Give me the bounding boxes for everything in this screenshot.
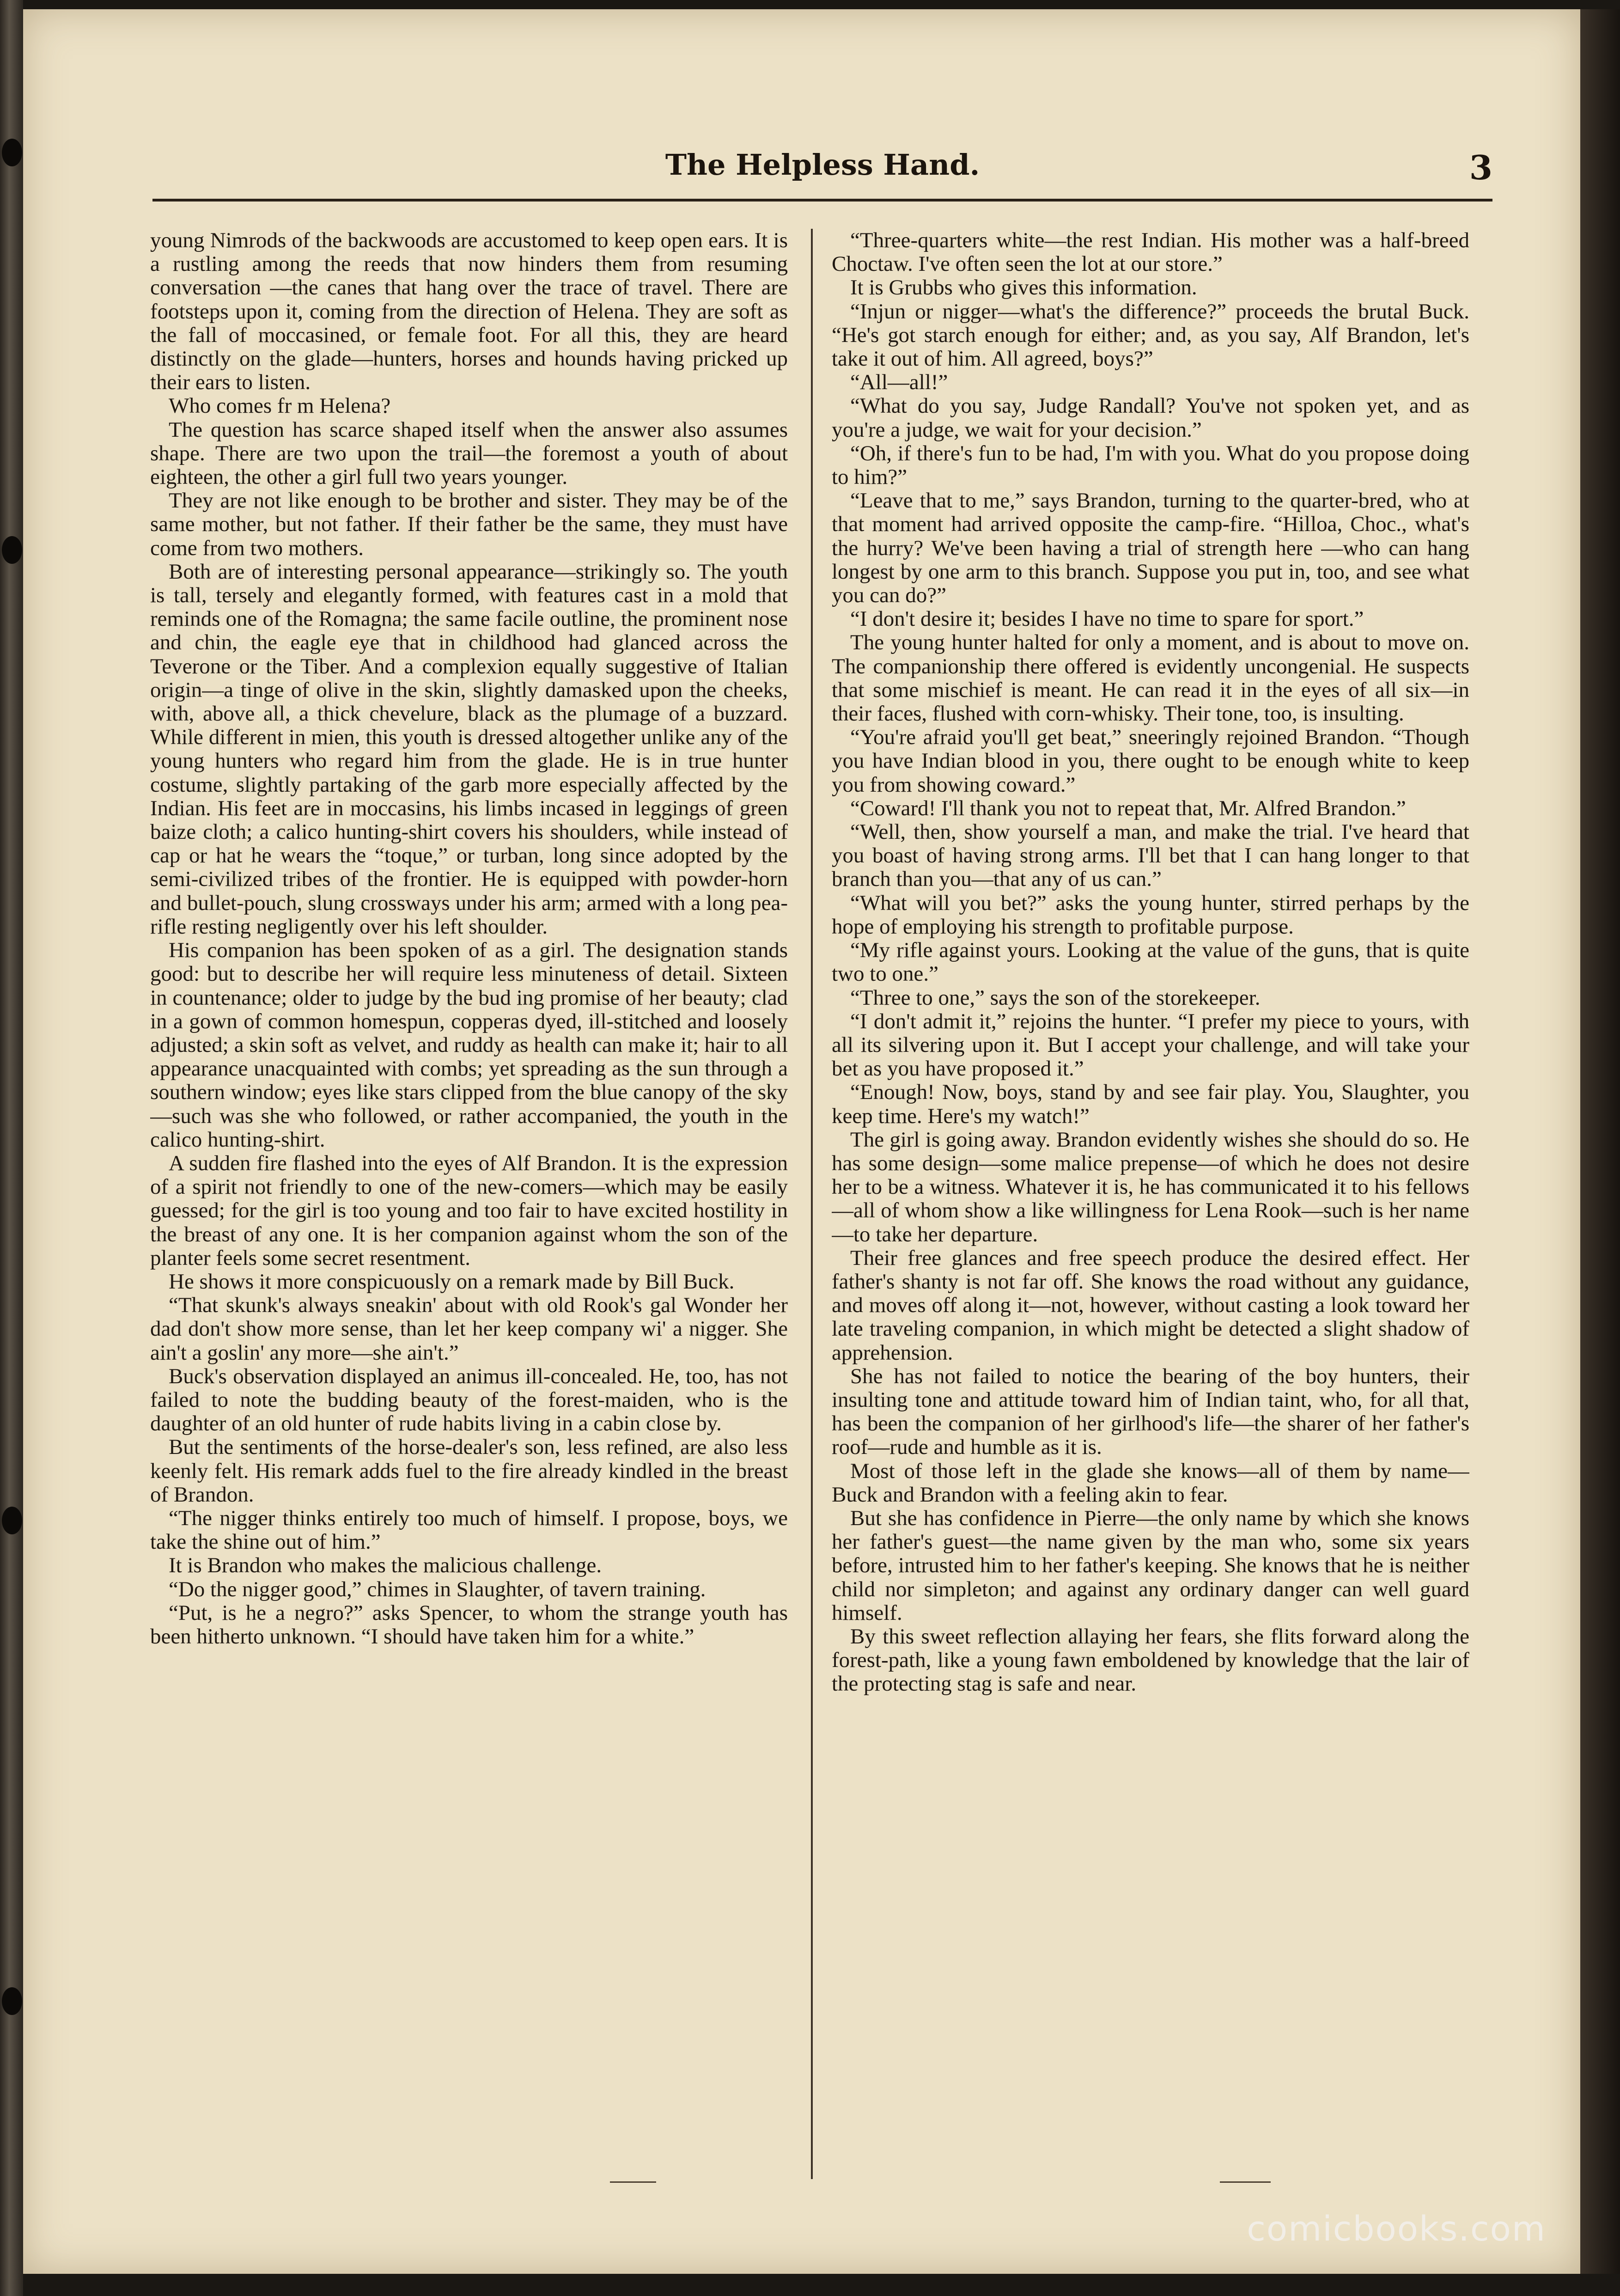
site-watermark: comicbooks.com: [1247, 2209, 1546, 2249]
paragraph: It is Brandon who makes the malicious challenge.: [169, 1553, 602, 1578]
paragraph: Both are of interesting personal appearance—strikingly so. The youth is tall, tersely and elegantly formed, with features cast in a mold that reminds one of the Romagna; the same facile outline, the prominent nose and chin, the eagle eye that in childhood had glanced across the Teverone or the Tiber. And a complexion equally suggestive of Italian origin—a tinge of olive in the skin, slightly damasked upon the cheeks, with, above all, a thick chevelure, black as the plumage of a buzzard. While different in mien, this youth is dressed altogether unlike any of the young hunters who regard him from the glade. He is in true hunter costume, slightly partaking of the garb more especially affected by the Indian. His feet are in moccasins, his limbs incased in leggings of green baize cloth; a calico hunting-shirt covers his shoulders, while instead of cap or hat he wears the “toque,” or turban, long since adopted by the semi-civilized tribes of the frontier. He is equipped with powder-horn and bullet-pouch, slung crossways under his arm; armed with a long pea-rifle resting negligently over his left shoulder.: [150, 559, 788, 939]
paragraph: “Three-quarters white—the rest Indian. His mother was a half-breed Choctaw. I've often seen the lot at our store.”: [832, 229, 1469, 276]
binding-stitch: [2, 1987, 22, 2015]
paragraph: “I don't admit it,” rejoins the hunter. “I prefer my piece to yours, with all its silvering upon it. But I accept your challenge, and will take your bet as you have proposed it.”: [832, 1009, 1469, 1081]
paragraph: She has not failed to notice the bearing of the boy hunters, their insulting tone and attitude toward him of Indian taint, who, for all that, has been the companion of her girlhood's life—the sharer of her father's roof—rude and humble as it is.: [832, 1364, 1469, 1459]
column-divider: [811, 229, 813, 2179]
paragraph: A sudden fire flashed into the eyes of Alf Brandon. It is the expression of a spirit not friendly to one of the new-comers—which may be easily guessed; for the girl is too young and too fair to have excited hostility in the breast of any one. It is her companion against whom the son of the planter feels some secret resentment.: [150, 1151, 788, 1270]
paragraph: Who comes fr m Helena?: [169, 394, 391, 418]
left-column: [150, 229, 788, 2179]
page-edge-shadow: [1580, 9, 1620, 2274]
paragraph: The question has scarce shaped itself when the answer also assumes shape. There are two upon the trail—the foremost a youth of about eighteen, the other a girl full two years younger.: [150, 417, 788, 489]
paragraph: Buck's observation displayed an animus ill-concealed. He, too, has not failed to note the budding beauty of the forest-maiden, who is the daughter of an old hunter of rude habits living in a cabin close by.: [150, 1364, 788, 1436]
right-column: [832, 229, 1469, 2179]
column-end-mark: [1220, 2181, 1271, 2183]
column-end-mark: [610, 2181, 656, 2183]
paragraph: “I don't desire it; besides I have no time to spare for sport.”: [850, 607, 1364, 631]
binding-stitch: [2, 139, 22, 166]
book-binding: [0, 0, 23, 2296]
paragraph: “You're afraid you'll get beat,” sneeringly rejoined Brandon. “Though you have Indian blood in you, there ought to be enough white to keep you from showing coward.”: [832, 725, 1469, 797]
paragraph: By this sweet reflection allaying her fears, she flits forward along the forest-path, like a young fawn emboldened by knowledge that the lair of the protecting stag is safe and near.: [832, 1624, 1469, 1696]
paragraph: young Nimrods of the backwoods are accustomed to keep open ears. It is a rustling among the reeds that now hinders them from resuming conversation —the canes that hang over the trace of travel. There are footsteps upon it, coming from the direction of Helena. They are soft as the fall of moccasined, or female foot. For all this, they are heard distinctly on the glade—hunters, horses and hounds having pricked up their ears to listen.: [150, 229, 788, 395]
page-number: 3: [1469, 148, 1492, 187]
paragraph: “Three to one,” says the son of the storekeeper.: [850, 985, 1261, 1010]
binding-stitch: [2, 1507, 22, 1534]
paragraph: Their free glances and free speech produce the desired effect. Her father's shanty is not far off. She knows the road without any guidance, and moves off along it—not, however, without casting a look toward her late traveling companion, in which might be detected a slight shadow of apprehension.: [832, 1246, 1469, 1365]
paragraph: “Put, is he a negro?” asks Spencer, to whom the strange youth has been hitherto unknown. “I should have taken him for a white.”: [150, 1600, 788, 1649]
paragraph: “All—all!”: [850, 370, 948, 395]
paragraph: “Enough! Now, boys, stand by and see fair play. You, Slaughter, you keep time. Here's my watch!”: [832, 1080, 1469, 1128]
paragraph: “Well, then, show yourself a man, and make the trial. I've heard that you boast of having strong arms. I'll bet that I can hang longer to that branch than you—that any of us can.”: [832, 820, 1469, 892]
paragraph: “Oh, if there's fun to be had, I'm with you. What do you propose doing to him?”: [832, 441, 1469, 489]
binding-stitch: [2, 536, 22, 564]
page-header: [152, 148, 1492, 199]
paragraph: The girl is going away. Brandon evidently wishes she should do so. He has some design—some malice prepense—of which he does not desire her to be a witness. Whatever it is, he has communicated it to his fellows—all of whom show a like willingness for Lena Rook—such is her name—to take her departure.: [832, 1127, 1469, 1246]
paragraph: “My rifle against yours. Looking at the value of the guns, that is quite two to one.”: [832, 938, 1469, 986]
paragraph: But she has confidence in Pierre—the only name by which she knows her father's guest—the name given by the man who, some six years before, intrusted him to her father's keeping. She knows that he is neither child nor simpleton; and against any ordinary danger can well guard himself.: [832, 1506, 1469, 1625]
header-rule: [152, 199, 1492, 202]
paragraph: They are not like enough to be brother and sister. They may be of the same mother, but not father. If their father be the same, they must have come from two mothers.: [150, 489, 788, 560]
paragraph: “Do the nigger good,” chimes in Slaughter, of tavern training.: [169, 1577, 706, 1601]
paragraph: “Coward! I'll thank you not to repeat that, Mr. Alfred Brandon.”: [850, 796, 1406, 820]
paragraph: “That skunk's always sneakin' about with old Rook's gal Wonder her dad don't show more sense, than let her keep company wi' a nigger. She ain't a goslin' any more—she ain't.”: [150, 1293, 788, 1365]
paragraph: It is Grubbs who gives this information.: [850, 275, 1197, 300]
running-title: The Helpless Hand.: [665, 148, 980, 182]
paragraph: Most of those left in the glade she knows—all of them by name—Buck and Brandon with a feeling akin to fear.: [832, 1459, 1469, 1507]
paragraph: But the sentiments of the horse-dealer's son, less refined, are also less keenly felt. His remark adds fuel to the fire already kindled in the breast of Brandon.: [150, 1435, 788, 1507]
paragraph: “Injun or nigger—what's the difference?” proceeds the brutal Buck. “He's got starch enough for either; and, as you say, Alf Brandon, let's take it out of him. All agreed, boys?”: [832, 299, 1469, 371]
paragraph: “What will you bet?” asks the young hunter, stirred perhaps by the hope of employing his strength to profitable purpose.: [832, 891, 1469, 939]
paragraph: The young hunter halted for only a moment, and is about to move on. The companionship there offered is evidently uncongenial. He suspects that some mischief is meant. He can read it in the eyes of all six—in their faces, flushed with corn-whisky. Their tone, too, is insulting.: [832, 630, 1469, 726]
paragraph: He shows it more conspicuously on a remark made by Bill Buck.: [169, 1269, 735, 1294]
paragraph: “Leave that to me,” says Brandon, turning to the quarter-bred, who at that moment had arrived opposite the camp-fire. “Hilloa, Choc., what's the hurry? We've been having a trial of strength here —who can hang longest by one arm to this branch. Suppose you put in, too, and see what you can do?”: [832, 489, 1469, 608]
paragraph: “What do you say, Judge Randall? You've not spoken yet, and as you're a judge, we wait for your decision.”: [832, 394, 1469, 442]
paragraph: His companion has been spoken of as a girl. The designation stands good: but to describe her will require less minuteness of detail. Sixteen in countenance; older to judge by the bud ing promise of her beauty; clad in a gown of common homespun, copperas dyed, ill-stitched and loosely adjusted; a skin soft as velvet, and ruddy as health can make it; hair to all appearance unacquainted with combs; yet spreading as the sun through a southern window; eyes like stars clipped from the blue canopy of the sky—such was she who followed, or rather accompanied, the youth in the calico hunting-shirt.: [150, 938, 788, 1152]
paragraph: “The nigger thinks entirely too much of himself. I propose, boys, we take the shine out of him.”: [150, 1506, 788, 1554]
